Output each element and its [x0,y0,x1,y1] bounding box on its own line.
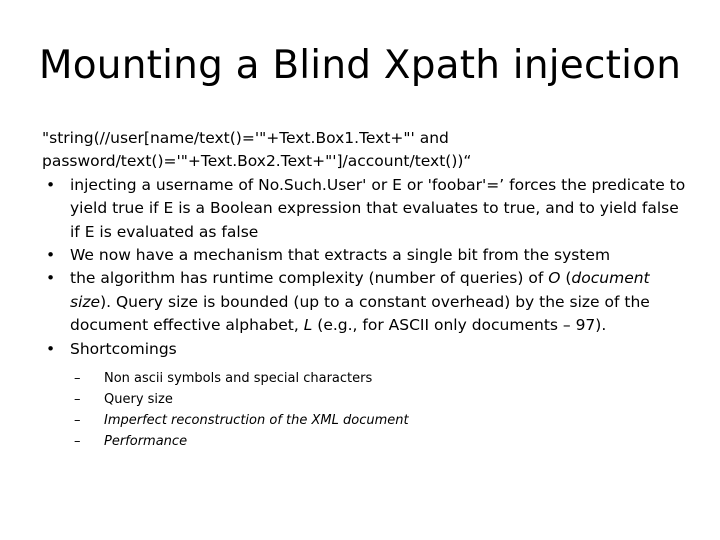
sub-item-text: Non ascii symbols and special characters [104,371,373,387]
text-segment: the algorithm has runtime complexity (number of queries) of [70,269,549,288]
text-segment: ). Query size is bounded (up to a constant overhead) by the size of the document effective alphabet, [70,292,650,335]
dash-marker: – [74,392,81,408]
text-segment: (e.g., for ASCII only documents – 97). [312,316,607,335]
sub-item [70,389,692,410]
slide-title: Mounting a Blind Xpath injection [38,43,682,88]
bullet-text: We now have a mechanism that extracts a single bit from the system [70,246,611,265]
sub-item-text: Imperfect reconstruction of the XML document [104,413,409,429]
dash-marker: – [74,434,81,450]
bullet-marker: • [46,269,56,288]
bullet-text: injecting a username of No.Such.User' or E or 'foobar'=’ forces the predicate to yield true if E is a Boolean expression that evaluates to true, and to yield false if E is evaluated as false [70,175,686,241]
query-string-line-1: "string(//user[name/text()='"+Text.Box1.Text+"' and [42,129,449,147]
bullet-list [42,174,692,452]
sub-item [70,431,692,452]
bullet-item-complexity [42,267,692,337]
bullet-text [70,269,650,334]
bullet-item-injection [42,174,692,244]
dash-marker: – [74,413,81,429]
dash-marker: – [74,371,81,387]
bullet-marker: • [46,339,56,358]
text-segment: ( [560,269,572,288]
bullet-marker: • [46,175,56,194]
sub-item [70,368,692,389]
shortcomings-sublist [70,368,692,452]
sub-item-text: Performance [104,434,188,450]
bullet-text: Shortcomings [70,339,177,358]
slide-body [42,127,692,452]
sub-item [70,410,692,431]
bullet-marker: • [46,246,56,265]
italic-o: O [548,269,561,288]
bullet-item-mechanism [42,244,692,267]
italic-l: L [303,316,313,335]
bullet-item-shortcomings [42,338,692,452]
sub-item-text: Query size [104,392,173,408]
italic-document-size: document size [70,269,650,311]
query-string-line-2: password/text()='"+Text.Box2.Text+"']/account/text())“ [42,152,472,171]
